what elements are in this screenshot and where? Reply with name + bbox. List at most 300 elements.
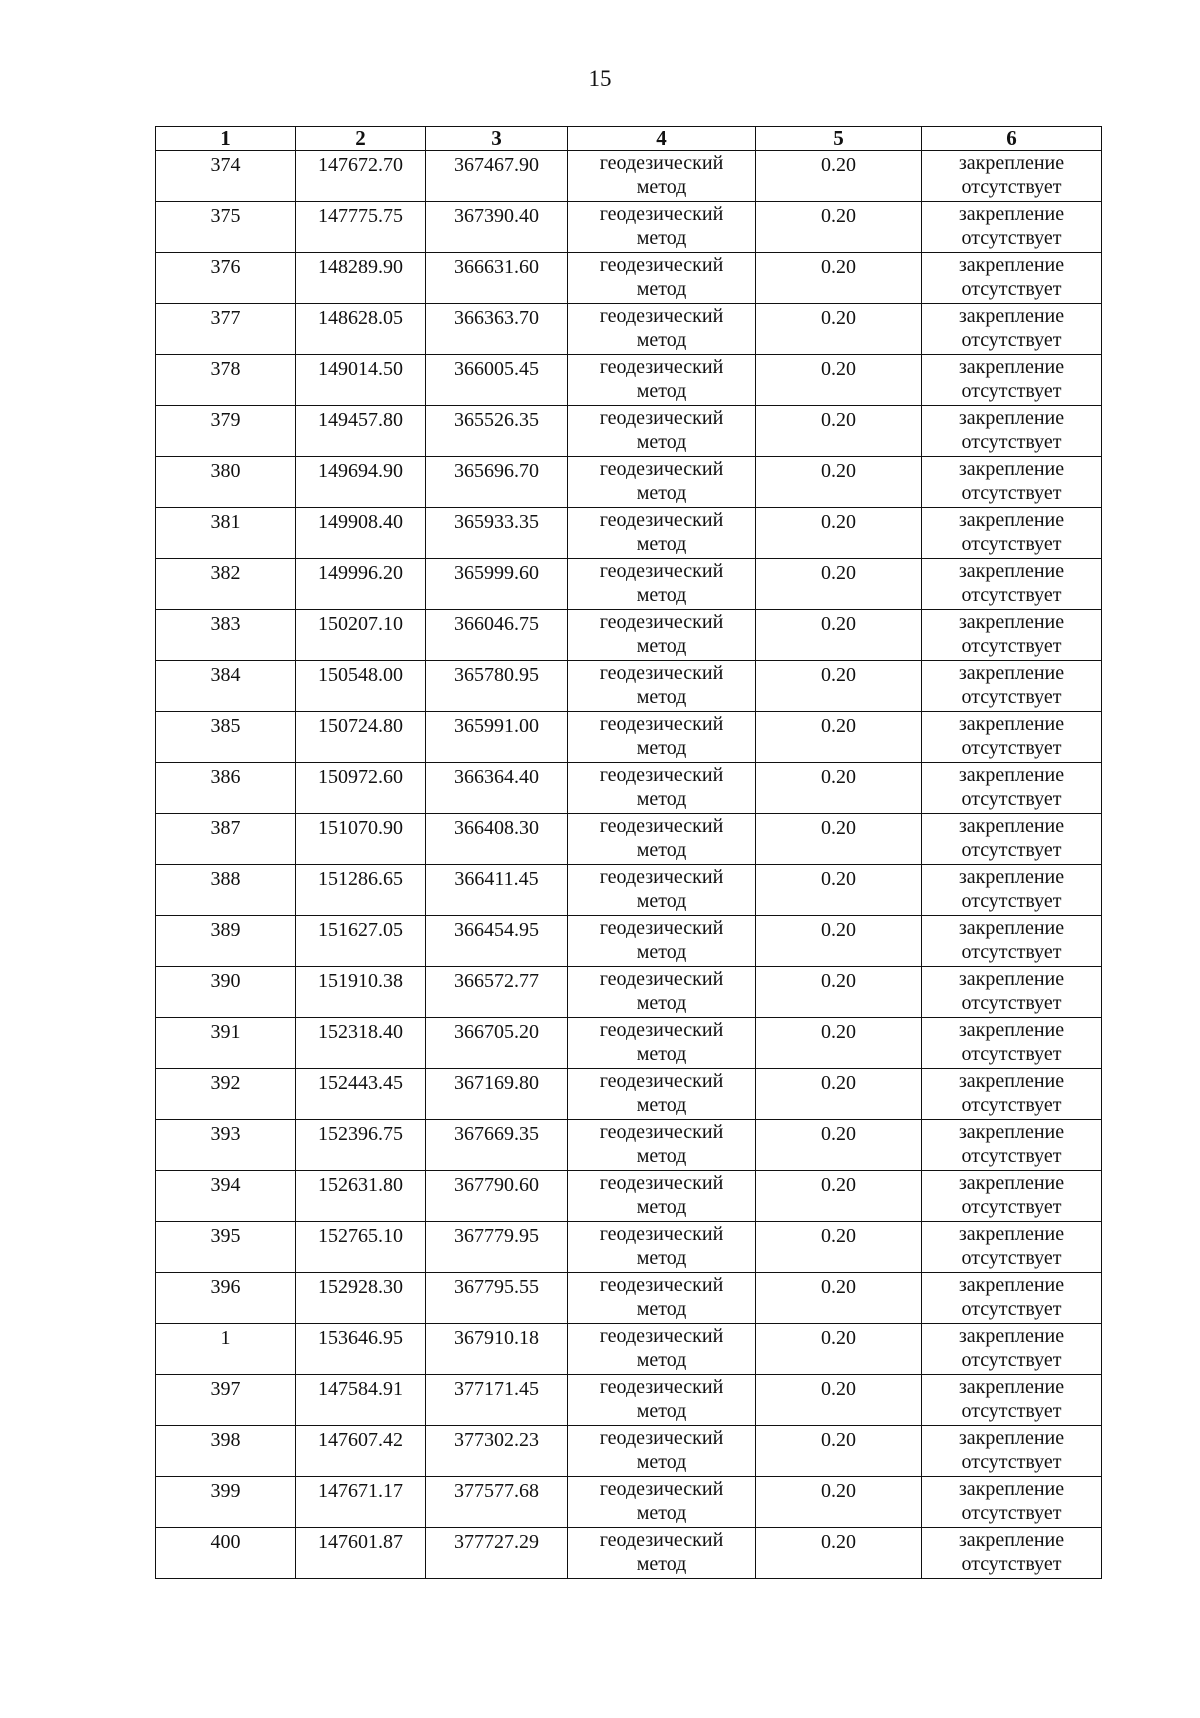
method-cell bbox=[568, 1120, 756, 1171]
method-cell bbox=[568, 1018, 756, 1069]
method-cell-line: метод bbox=[636, 992, 687, 1014]
accuracy-cell-value: 0.20 bbox=[821, 1225, 856, 1247]
accuracy-cell bbox=[756, 967, 922, 1018]
x-coordinate-cell bbox=[296, 967, 426, 1018]
fixing-cell bbox=[922, 661, 1102, 712]
table-row bbox=[156, 202, 1102, 253]
y-coordinate-cell-value: 366411.45 bbox=[454, 868, 539, 890]
table-row bbox=[156, 1528, 1102, 1579]
fixing-cell-line: отсутствует bbox=[961, 1349, 1062, 1371]
y-coordinate-cell-value: 366005.45 bbox=[454, 358, 539, 380]
method-cell-line: геодезический bbox=[599, 305, 724, 327]
fixing-cell-line: закрепление bbox=[958, 1325, 1065, 1347]
fixing-cell-line: отсутствует bbox=[961, 941, 1062, 963]
method-cell-line: метод bbox=[636, 380, 687, 402]
x-coordinate-cell bbox=[296, 1171, 426, 1222]
table-row bbox=[156, 1171, 1102, 1222]
y-coordinate-cell bbox=[426, 967, 568, 1018]
accuracy-cell bbox=[756, 661, 922, 712]
point-number-cell bbox=[156, 1273, 296, 1324]
x-coordinate-cell bbox=[296, 814, 426, 865]
y-coordinate-cell bbox=[426, 202, 568, 253]
y-coordinate-cell bbox=[426, 1222, 568, 1273]
accuracy-cell bbox=[756, 865, 922, 916]
y-coordinate-cell-value: 367795.55 bbox=[454, 1276, 539, 1298]
y-coordinate-cell-value: 367467.90 bbox=[454, 154, 539, 176]
fixing-cell-line: отсутствует bbox=[961, 1502, 1062, 1524]
accuracy-cell-value: 0.20 bbox=[821, 358, 856, 380]
accuracy-cell bbox=[756, 1222, 922, 1273]
point-number-cell bbox=[156, 1222, 296, 1273]
accuracy-cell bbox=[756, 712, 922, 763]
point-number-cell bbox=[156, 406, 296, 457]
y-coordinate-cell-value: 367910.18 bbox=[454, 1327, 539, 1349]
point-number-cell bbox=[156, 814, 296, 865]
accuracy-cell-value: 0.20 bbox=[821, 664, 856, 686]
method-cell-line: геодезический bbox=[599, 1070, 724, 1092]
point-number-cell bbox=[156, 1069, 296, 1120]
method-cell-line: геодезический bbox=[599, 713, 724, 735]
y-coordinate-cell-value: 366408.30 bbox=[454, 817, 539, 839]
x-coordinate-cell-value: 151627.05 bbox=[318, 919, 403, 941]
method-cell-line: геодезический bbox=[599, 1325, 724, 1347]
table-row bbox=[156, 151, 1102, 202]
x-coordinate-cell bbox=[296, 1375, 426, 1426]
table-row bbox=[156, 712, 1102, 763]
y-coordinate-cell-value: 367669.35 bbox=[454, 1123, 539, 1145]
fixing-cell bbox=[922, 712, 1102, 763]
accuracy-cell-value: 0.20 bbox=[821, 511, 856, 533]
x-coordinate-cell-value: 151070.90 bbox=[318, 817, 403, 839]
method-cell-line: метод bbox=[636, 1094, 687, 1116]
fixing-cell-line: закрепление bbox=[958, 1478, 1065, 1500]
point-number-cell-value: 387 bbox=[210, 817, 241, 839]
y-coordinate-cell-value: 377727.29 bbox=[454, 1531, 539, 1553]
fixing-cell-line: закрепление bbox=[958, 764, 1065, 786]
point-number-cell bbox=[156, 1120, 296, 1171]
method-cell-line: метод bbox=[636, 1553, 687, 1575]
x-coordinate-cell-value: 147607.42 bbox=[318, 1429, 403, 1451]
point-number-cell-value: 380 bbox=[210, 460, 241, 482]
x-coordinate-cell-value: 147584.91 bbox=[318, 1378, 403, 1400]
fixing-cell-line: закрепление bbox=[958, 1274, 1065, 1296]
point-number-cell bbox=[156, 559, 296, 610]
method-cell bbox=[568, 712, 756, 763]
point-number-cell bbox=[156, 304, 296, 355]
method-cell-line: метод bbox=[636, 278, 687, 300]
accuracy-cell-value: 0.20 bbox=[821, 256, 856, 278]
table-row bbox=[156, 1426, 1102, 1477]
y-coordinate-cell-value: 365991.00 bbox=[454, 715, 539, 737]
x-coordinate-cell-value: 149014.50 bbox=[318, 358, 403, 380]
point-number-cell bbox=[156, 916, 296, 967]
point-number-cell-value: 397 bbox=[210, 1378, 241, 1400]
method-cell-line: геодезический bbox=[599, 1427, 724, 1449]
x-coordinate-cell bbox=[296, 763, 426, 814]
method-cell-line: геодезический bbox=[599, 917, 724, 939]
method-cell bbox=[568, 1528, 756, 1579]
x-coordinate-cell-value: 149457.80 bbox=[318, 409, 403, 431]
point-number-cell bbox=[156, 457, 296, 508]
y-coordinate-cell-value: 366631.60 bbox=[454, 256, 539, 278]
accuracy-cell-value: 0.20 bbox=[821, 1480, 856, 1502]
y-coordinate-cell bbox=[426, 814, 568, 865]
method-cell-line: метод bbox=[636, 1043, 687, 1065]
method-cell bbox=[568, 661, 756, 712]
fixing-cell bbox=[922, 355, 1102, 406]
y-coordinate-cell bbox=[426, 712, 568, 763]
x-coordinate-cell bbox=[296, 661, 426, 712]
x-coordinate-cell-value: 147775.75 bbox=[318, 205, 403, 227]
accuracy-cell bbox=[756, 559, 922, 610]
accuracy-cell bbox=[756, 1426, 922, 1477]
x-coordinate-cell-value: 152765.10 bbox=[318, 1225, 403, 1247]
x-coordinate-cell bbox=[296, 865, 426, 916]
accuracy-cell-value: 0.20 bbox=[821, 307, 856, 329]
column-header-2: 2 bbox=[296, 127, 426, 151]
point-number-cell-value: 375 bbox=[210, 205, 241, 227]
method-cell-line: геодезический bbox=[599, 1529, 724, 1551]
accuracy-cell-value: 0.20 bbox=[821, 613, 856, 635]
x-coordinate-cell-value: 149908.40 bbox=[318, 511, 403, 533]
y-coordinate-cell-value: 367390.40 bbox=[454, 205, 539, 227]
x-coordinate-cell-value: 147601.87 bbox=[318, 1531, 403, 1553]
method-cell-line: метод bbox=[636, 1247, 687, 1269]
table-row bbox=[156, 355, 1102, 406]
y-coordinate-cell-value: 366572.77 bbox=[454, 970, 539, 992]
point-number-cell-value: 400 bbox=[210, 1531, 241, 1553]
x-coordinate-cell bbox=[296, 406, 426, 457]
x-coordinate-cell-value: 150548.00 bbox=[318, 664, 403, 686]
y-coordinate-cell bbox=[426, 916, 568, 967]
fixing-cell-line: отсутствует bbox=[961, 533, 1062, 555]
accuracy-cell-value: 0.20 bbox=[821, 1174, 856, 1196]
method-cell-line: геодезический bbox=[599, 764, 724, 786]
fixing-cell-line: закрепление bbox=[958, 866, 1065, 888]
method-cell bbox=[568, 967, 756, 1018]
fixing-cell bbox=[922, 1018, 1102, 1069]
method-cell-line: геодезический bbox=[599, 458, 724, 480]
accuracy-cell bbox=[756, 406, 922, 457]
fixing-cell-line: закрепление bbox=[958, 1070, 1065, 1092]
accuracy-cell-value: 0.20 bbox=[821, 1531, 856, 1553]
x-coordinate-cell-value: 151286.65 bbox=[318, 868, 403, 890]
fixing-cell-line: закрепление bbox=[958, 1529, 1065, 1551]
x-coordinate-cell bbox=[296, 1120, 426, 1171]
y-coordinate-cell-value: 365933.35 bbox=[454, 511, 539, 533]
table-row bbox=[156, 457, 1102, 508]
table-row bbox=[156, 763, 1102, 814]
method-cell-line: метод bbox=[636, 1400, 687, 1422]
table-row bbox=[156, 1018, 1102, 1069]
accuracy-cell bbox=[756, 457, 922, 508]
accuracy-cell-value: 0.20 bbox=[821, 1378, 856, 1400]
fixing-cell-line: отсутствует bbox=[961, 992, 1062, 1014]
y-coordinate-cell bbox=[426, 406, 568, 457]
fixing-cell bbox=[922, 1375, 1102, 1426]
x-coordinate-cell bbox=[296, 253, 426, 304]
method-cell bbox=[568, 1426, 756, 1477]
method-cell-line: геодезический bbox=[599, 1172, 724, 1194]
fixing-cell-line: закрепление bbox=[958, 662, 1065, 684]
point-number-cell-value: 381 bbox=[210, 511, 241, 533]
accuracy-cell bbox=[756, 610, 922, 661]
fixing-cell-line: отсутствует bbox=[961, 1043, 1062, 1065]
accuracy-cell-value: 0.20 bbox=[821, 817, 856, 839]
method-cell bbox=[568, 916, 756, 967]
method-cell-line: метод bbox=[636, 1145, 687, 1167]
fixing-cell-line: закрепление bbox=[958, 1427, 1065, 1449]
column-header-1: 1 bbox=[156, 127, 296, 151]
fixing-cell bbox=[922, 1120, 1102, 1171]
point-number-cell bbox=[156, 1171, 296, 1222]
y-coordinate-cell-value: 377171.45 bbox=[454, 1378, 539, 1400]
table-row bbox=[156, 1375, 1102, 1426]
method-cell bbox=[568, 406, 756, 457]
point-number-cell-value: 394 bbox=[210, 1174, 241, 1196]
y-coordinate-cell bbox=[426, 457, 568, 508]
x-coordinate-cell bbox=[296, 712, 426, 763]
fixing-cell-line: отсутствует bbox=[961, 1196, 1062, 1218]
point-number-cell-value: 377 bbox=[210, 307, 241, 329]
method-cell bbox=[568, 1477, 756, 1528]
point-number-cell-value: 399 bbox=[210, 1480, 241, 1502]
x-coordinate-cell-value: 150972.60 bbox=[318, 766, 403, 788]
accuracy-cell bbox=[756, 1171, 922, 1222]
method-cell bbox=[568, 1324, 756, 1375]
point-number-cell bbox=[156, 763, 296, 814]
table-row bbox=[156, 814, 1102, 865]
point-number-cell-value: 382 bbox=[210, 562, 241, 584]
x-coordinate-cell bbox=[296, 457, 426, 508]
method-cell-line: метод bbox=[636, 1451, 687, 1473]
method-cell-line: геодезический bbox=[599, 1478, 724, 1500]
fixing-cell bbox=[922, 610, 1102, 661]
x-coordinate-cell-value: 148289.90 bbox=[318, 256, 403, 278]
accuracy-cell bbox=[756, 1069, 922, 1120]
column-header-6: 6 bbox=[922, 127, 1102, 151]
point-number-cell-value: 385 bbox=[210, 715, 241, 737]
method-cell bbox=[568, 253, 756, 304]
column-header-4: 4 bbox=[568, 127, 756, 151]
point-number-cell-value: 379 bbox=[210, 409, 241, 431]
fixing-cell-line: отсутствует bbox=[961, 839, 1062, 861]
accuracy-cell-value: 0.20 bbox=[821, 1123, 856, 1145]
table-row bbox=[156, 1222, 1102, 1273]
x-coordinate-cell-value: 153646.95 bbox=[318, 1327, 403, 1349]
y-coordinate-cell bbox=[426, 1528, 568, 1579]
coordinates-table bbox=[155, 126, 1102, 1579]
y-coordinate-cell bbox=[426, 865, 568, 916]
accuracy-cell-value: 0.20 bbox=[821, 1429, 856, 1451]
fixing-cell bbox=[922, 1222, 1102, 1273]
x-coordinate-cell-value: 150724.80 bbox=[318, 715, 403, 737]
y-coordinate-cell bbox=[426, 1069, 568, 1120]
point-number-cell bbox=[156, 1018, 296, 1069]
point-number-cell-value: 386 bbox=[210, 766, 241, 788]
fixing-cell bbox=[922, 457, 1102, 508]
fixing-cell-line: отсутствует bbox=[961, 1400, 1062, 1422]
method-cell bbox=[568, 1222, 756, 1273]
fixing-cell bbox=[922, 1324, 1102, 1375]
fixing-cell-line: закрепление bbox=[958, 1121, 1065, 1143]
fixing-cell-line: отсутствует bbox=[961, 1451, 1062, 1473]
y-coordinate-cell bbox=[426, 1273, 568, 1324]
table-row bbox=[156, 304, 1102, 355]
fixing-cell-line: отсутствует bbox=[961, 227, 1062, 249]
accuracy-cell-value: 0.20 bbox=[821, 460, 856, 482]
accuracy-cell-value: 0.20 bbox=[821, 766, 856, 788]
accuracy-cell bbox=[756, 916, 922, 967]
point-number-cell-value: 376 bbox=[210, 256, 241, 278]
x-coordinate-cell bbox=[296, 1273, 426, 1324]
accuracy-cell bbox=[756, 1477, 922, 1528]
point-number-cell-value: 389 bbox=[210, 919, 241, 941]
fixing-cell bbox=[922, 406, 1102, 457]
accuracy-cell-value: 0.20 bbox=[821, 970, 856, 992]
y-coordinate-cell bbox=[426, 1477, 568, 1528]
point-number-cell-value: 1 bbox=[220, 1327, 231, 1349]
fixing-cell-line: отсутствует bbox=[961, 1298, 1062, 1320]
method-cell-line: метод bbox=[636, 1196, 687, 1218]
method-cell bbox=[568, 1171, 756, 1222]
y-coordinate-cell bbox=[426, 1426, 568, 1477]
method-cell-line: метод bbox=[636, 1298, 687, 1320]
fixing-cell-line: отсутствует bbox=[961, 1553, 1062, 1575]
method-cell-line: геодезический bbox=[599, 254, 724, 276]
fixing-cell-line: отсутствует bbox=[961, 1145, 1062, 1167]
method-cell-line: метод bbox=[636, 1349, 687, 1371]
point-number-cell-value: 378 bbox=[210, 358, 241, 380]
accuracy-cell-value: 0.20 bbox=[821, 1327, 856, 1349]
fixing-cell bbox=[922, 559, 1102, 610]
x-coordinate-cell-value: 147671.17 bbox=[318, 1480, 403, 1502]
fixing-cell-line: закрепление bbox=[958, 356, 1065, 378]
point-number-cell bbox=[156, 661, 296, 712]
accuracy-cell-value: 0.20 bbox=[821, 205, 856, 227]
x-coordinate-cell bbox=[296, 508, 426, 559]
fixing-cell bbox=[922, 814, 1102, 865]
column-header-5: 5 bbox=[756, 127, 922, 151]
x-coordinate-cell bbox=[296, 916, 426, 967]
point-number-cell-value: 398 bbox=[210, 1429, 241, 1451]
page-number: 15 bbox=[588, 66, 612, 91]
accuracy-cell bbox=[756, 1120, 922, 1171]
x-coordinate-cell bbox=[296, 1324, 426, 1375]
fixing-cell-line: отсутствует bbox=[961, 278, 1062, 300]
y-coordinate-cell-value: 365999.60 bbox=[454, 562, 539, 584]
method-cell-line: геодезический bbox=[599, 1376, 724, 1398]
point-number-cell bbox=[156, 1375, 296, 1426]
point-number-cell-value: 374 bbox=[210, 154, 241, 176]
fixing-cell-line: отсутствует bbox=[961, 788, 1062, 810]
method-cell-line: метод bbox=[636, 635, 687, 657]
table-row bbox=[156, 967, 1102, 1018]
point-number-cell bbox=[156, 355, 296, 406]
x-coordinate-cell bbox=[296, 1222, 426, 1273]
y-coordinate-cell-value: 377577.68 bbox=[454, 1480, 539, 1502]
fixing-cell bbox=[922, 1069, 1102, 1120]
x-coordinate-cell-value: 152396.75 bbox=[318, 1123, 403, 1145]
y-coordinate-cell-value: 367779.95 bbox=[454, 1225, 539, 1247]
method-cell-line: метод bbox=[636, 941, 687, 963]
accuracy-cell bbox=[756, 1018, 922, 1069]
accuracy-cell bbox=[756, 1324, 922, 1375]
method-cell-line: метод bbox=[636, 431, 687, 453]
method-cell-line: метод bbox=[636, 176, 687, 198]
fixing-cell-line: закрепление bbox=[958, 152, 1065, 174]
fixing-cell bbox=[922, 1426, 1102, 1477]
y-coordinate-cell bbox=[426, 559, 568, 610]
fixing-cell-line: отсутствует bbox=[961, 1094, 1062, 1116]
y-coordinate-cell-value: 365526.35 bbox=[454, 409, 539, 431]
method-cell-line: геодезический bbox=[599, 1223, 724, 1245]
method-cell bbox=[568, 1375, 756, 1426]
accuracy-cell bbox=[756, 202, 922, 253]
table-row bbox=[156, 1069, 1102, 1120]
y-coordinate-cell bbox=[426, 610, 568, 661]
fixing-cell-line: отсутствует bbox=[961, 176, 1062, 198]
fixing-cell-line: закрепление bbox=[958, 968, 1065, 990]
point-number-cell bbox=[156, 1528, 296, 1579]
fixing-cell bbox=[922, 151, 1102, 202]
x-coordinate-cell-value: 151910.38 bbox=[318, 970, 403, 992]
point-number-cell bbox=[156, 865, 296, 916]
y-coordinate-cell-value: 366046.75 bbox=[454, 613, 539, 635]
y-coordinate-cell-value: 377302.23 bbox=[454, 1429, 539, 1451]
table-row bbox=[156, 1120, 1102, 1171]
fixing-cell-line: отсутствует bbox=[961, 635, 1062, 657]
method-cell bbox=[568, 457, 756, 508]
method-cell-line: геодезический bbox=[599, 866, 724, 888]
point-number-cell bbox=[156, 508, 296, 559]
method-cell-line: геодезический bbox=[599, 662, 724, 684]
y-coordinate-cell bbox=[426, 355, 568, 406]
accuracy-cell bbox=[756, 1375, 922, 1426]
accuracy-cell bbox=[756, 355, 922, 406]
point-number-cell bbox=[156, 610, 296, 661]
fixing-cell-line: отсутствует bbox=[961, 380, 1062, 402]
accuracy-cell bbox=[756, 253, 922, 304]
method-cell bbox=[568, 304, 756, 355]
column-header-3: 3 bbox=[426, 127, 568, 151]
x-coordinate-cell bbox=[296, 355, 426, 406]
y-coordinate-cell bbox=[426, 661, 568, 712]
accuracy-cell bbox=[756, 1273, 922, 1324]
x-coordinate-cell bbox=[296, 151, 426, 202]
fixing-cell-line: закрепление bbox=[958, 917, 1065, 939]
x-coordinate-cell-value: 150207.10 bbox=[318, 613, 403, 635]
method-cell-line: геодезический bbox=[599, 815, 724, 837]
method-cell-line: геодезический bbox=[599, 1019, 724, 1041]
y-coordinate-cell-value: 365696.70 bbox=[454, 460, 539, 482]
accuracy-cell bbox=[756, 151, 922, 202]
method-cell-line: метод bbox=[636, 890, 687, 912]
point-number-cell bbox=[156, 202, 296, 253]
method-cell bbox=[568, 1273, 756, 1324]
x-coordinate-cell bbox=[296, 1477, 426, 1528]
fixing-cell bbox=[922, 916, 1102, 967]
x-coordinate-cell bbox=[296, 1426, 426, 1477]
method-cell-line: метод bbox=[636, 1502, 687, 1524]
table-body bbox=[156, 151, 1102, 1579]
fixing-cell-line: закрепление bbox=[958, 611, 1065, 633]
fixing-cell-line: отсутствует bbox=[961, 890, 1062, 912]
table-row bbox=[156, 1324, 1102, 1375]
table-row bbox=[156, 508, 1102, 559]
point-number-cell-value: 390 bbox=[210, 970, 241, 992]
fixing-cell bbox=[922, 865, 1102, 916]
